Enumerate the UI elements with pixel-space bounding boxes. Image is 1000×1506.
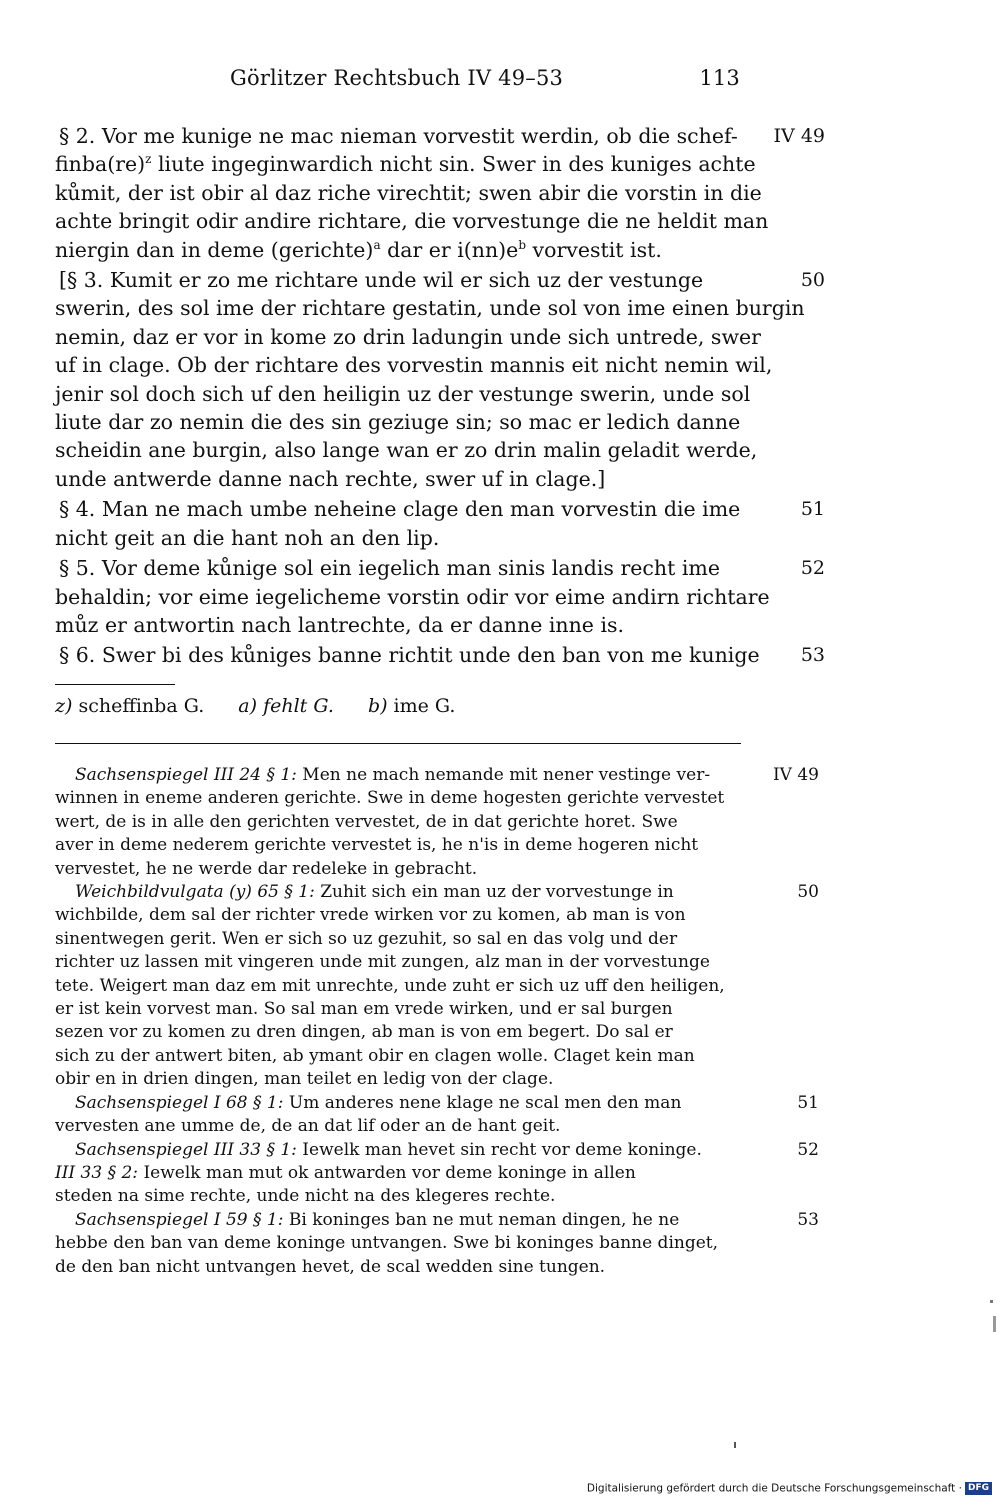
margin-reference: 51: [800, 498, 825, 521]
footnotes: [55, 695, 483, 717]
paragraph-4-53: [55, 641, 825, 669]
paragraph-4-52: [55, 554, 825, 639]
footnote-b: [368, 695, 456, 717]
text-line: behaldin; vor eime iegelicheme vorstin odir vor eime andirn richtare: [55, 584, 770, 609]
margin-reference: IV 49: [773, 125, 825, 147]
text-line: steden na sime rechte, unde nicht na des klegeres rechte.: [55, 1186, 556, 1207]
digitization-credit: Digitalisierung gefördert durch die Deutsche Forschungsgemeinschaft · DFG: [587, 1482, 992, 1495]
main-text: [55, 122, 825, 672]
margin-reference: 51: [797, 1092, 819, 1113]
source-citation: Sachsenspiegel I 59 § 1:: [75, 1209, 284, 1230]
text-line: hebbe den ban van deme koninge untvangen. Swe bi koninges banne dinget,: [55, 1233, 719, 1254]
margin-reference: 52: [800, 557, 825, 580]
footnote-mark: z): [55, 695, 73, 717]
text-line: swerin, des sol ime der richtare gestatin, unde sol von ime einen burgin: [55, 296, 805, 321]
footnote-mark: z: [145, 152, 152, 167]
apparatus-entry-53: [55, 1209, 819, 1279]
text-line: jenir sol doch sich uf den heiligin uz der vestunge swerin, unde sol: [55, 381, 751, 406]
source-text: Men ne mach nemande mit nener vestinge ver-: [296, 765, 711, 785]
apparatus-divider: [55, 743, 741, 744]
text-line: nicht geit an die hant noh an den lip.: [55, 525, 440, 550]
text-line: sinentwegen gerit. Wen er sich so uz gezuhit, so sal en das volg und der: [55, 928, 678, 949]
text-line: sezen vor zu komen zu dren dingen, ab man is von em begert. Do sal er: [55, 1022, 673, 1043]
text-line: [55, 881, 741, 904]
paragraph-4-50: [55, 266, 825, 493]
margin-reference: 52: [797, 1139, 819, 1160]
apparatus-entry-49: [55, 764, 819, 881]
text-line: [55, 1139, 741, 1162]
source-text: Bi koninges ban ne mut neman dingen, he ne: [283, 1209, 680, 1230]
scan-edge-mark: [993, 1316, 996, 1332]
apparatus-entry-50: [55, 881, 819, 1092]
margin-reference: 50: [800, 269, 825, 292]
text-line: scheidin ane burgin, also lange wan er zo drin malin geladit werde,: [55, 438, 758, 463]
text-line: de den ban nicht untvangen hevet, de scal wedden sine tungen.: [55, 1256, 606, 1277]
dfg-logo: DFG: [965, 1482, 992, 1495]
paragraph-4-49-2: [55, 122, 825, 264]
text-line: § 6. Swer bi des kůniges banne richtit unde den ban von me kunige: [59, 643, 760, 668]
running-title: Görlitzer Rechtsbuch IV 49–53: [230, 66, 564, 90]
text-line: § 2. Vor me kunige ne mac nieman vorvestit werdin, ob die schef-: [59, 124, 738, 148]
source-text: Iewelk man mut ok antwarden vor deme koninge in allen: [138, 1162, 636, 1183]
text-line: kůmit, der ist obir al daz riche virechtit; swen abir die vorstin in die: [55, 180, 762, 205]
source-text: Um anderes nene klage ne scal men den man: [283, 1092, 682, 1113]
margin-reference: 53: [800, 644, 825, 667]
text-line: aver in deme nederem gerichte vervestet is, he n'is in deme hogeren nicht: [55, 835, 699, 856]
scan-speck: [990, 1300, 993, 1303]
source-citation: Sachsenspiegel III 24 § 1:: [75, 765, 297, 785]
text-line: vervesten ane umme de, de an dat lif oder an de hant geit.: [55, 1116, 561, 1137]
source-apparatus: [55, 764, 819, 1279]
footnote-text: fehlt G.: [257, 695, 334, 717]
margin-reference: 53: [797, 1209, 819, 1230]
apparatus-entry-51: [55, 1092, 819, 1139]
source-text: Iewelk man hevet sin recht vor deme koninge.: [296, 1139, 702, 1160]
text-line: [55, 1092, 741, 1115]
source-citation: Sachsenspiegel III 33 § 1:: [75, 1139, 297, 1160]
footnote-z: [55, 695, 204, 717]
footnote-divider: [55, 684, 175, 685]
footnote-mark: b: [518, 237, 526, 252]
margin-reference: 50: [797, 882, 819, 903]
text-line: [55, 1162, 741, 1185]
text-line: er ist kein vorvest man. So sal man em vrede wirken, und er sal burgen: [55, 999, 673, 1020]
footnote-mark: a: [373, 237, 381, 252]
text-line: [55, 764, 741, 787]
text-line: richter uz lassen mit vingeren unde mit zungen, alz man in der vorvestunge: [55, 952, 710, 973]
source-citation: III 33 § 2:: [55, 1162, 139, 1183]
footnote-mark: a): [238, 695, 258, 717]
running-header: [230, 66, 740, 96]
page-number: 113: [699, 66, 740, 90]
text-line: achte bringit odir andire richtare, die vorvestunge die ne heldit man: [55, 209, 769, 234]
text-line: winnen in eneme anderen gerichte. Swe in deme hogesten gerichte vervestet: [55, 788, 725, 809]
source-citation: Weichbildvulgata (y) 65 § 1:: [75, 882, 315, 903]
source-citation: Sachsenspiegel I 68 § 1:: [75, 1092, 284, 1113]
margin-reference: IV 49: [772, 765, 819, 785]
credit-text: Digitalisierung gefördert durch die Deutsche Forschungsgemeinschaft: [586, 1482, 956, 1495]
footnote-a: [238, 695, 334, 717]
text-line: můz er antwortin nach lantrechte, da er danne inne is.: [55, 612, 625, 637]
text-line: obir en in drien dingen, man teilet en ledig von der clage.: [55, 1069, 554, 1090]
source-text: Zuhit sich ein man uz der vorvestunge in: [314, 882, 674, 903]
text-line: sich zu der antwert biten, ab ymant obir en clagen wolle. Claget kein man: [55, 1045, 695, 1066]
text-line: tete. Weigert man daz em mit unrechte, unde zuht er sich uz uff den heiligen,: [55, 975, 725, 996]
paragraph-4-51: [55, 495, 825, 552]
text-line: vervestet, he ne werde dar redeleke in gebracht.: [55, 858, 478, 879]
text-line: uf in clage. Ob der richtare des vorvestin mannis eit nicht nemin wil,: [55, 353, 773, 378]
text-line: liute dar zo nemin die des sin geziuge sin; so mac er ledich danne: [55, 410, 741, 435]
text-line: finba(re)$^z$ liute ingeginwardich nicht sin. Swer in des kuniges achte: [55, 152, 756, 177]
text-line: § 4. Man ne mach umbe neheine clage den man vorvestin die ime: [59, 497, 741, 522]
apparatus-entry-52: [55, 1139, 819, 1209]
footnote-text: ime G.: [387, 695, 456, 717]
footnote-mark: b): [367, 695, 388, 717]
text-line: unde antwerde danne nach rechte, swer uf in clage.]: [55, 466, 606, 491]
text-line: [55, 1209, 741, 1232]
footnote-text: scheffinba G.: [72, 695, 205, 717]
text-line: wichbilde, dem sal der richter vrede wirken vor zu komen, ab man is von: [55, 905, 686, 926]
text-line: niergin dan in deme (gerichte)$^a$ dar er $i(nn)e^b$ vorvestit ist.: [55, 237, 662, 262]
text-line: § 5. Vor deme kůnige sol ein iegelich man sinis landis recht ime: [59, 556, 720, 581]
text-line: [§ 3. Kumit er zo me richtare unde wil er sich uz der vestunge: [59, 268, 704, 293]
text-line: wert, de is in alle den gerichten vervestet, de in dat gerichte horet. Swe: [55, 811, 678, 832]
scan-speck: [734, 1442, 736, 1448]
text-line: nemin, daz er vor in kome zo drin ladungin unde sich untrede, swer: [55, 324, 761, 349]
